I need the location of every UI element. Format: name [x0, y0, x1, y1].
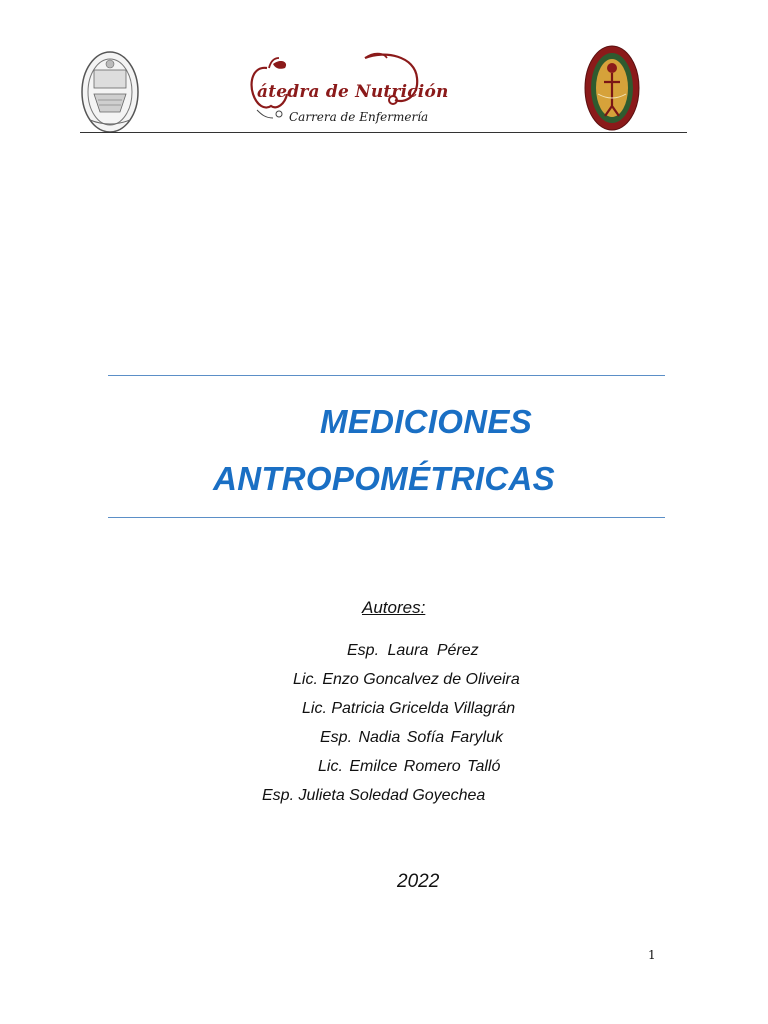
logo-subtitle: Carrera de Enfermería	[289, 110, 429, 124]
author-name: Lic. Emilce Romero Talló	[318, 758, 501, 775]
author-name: Esp. Julieta Soledad Goyechea	[262, 787, 486, 804]
title-bottom-rule	[108, 517, 665, 518]
author-name: Lic. Enzo Goncalvez de Oliveira	[293, 671, 520, 688]
author-name: Esp. Nadia Sofía Faryluk	[320, 729, 503, 746]
page-number: 1	[648, 948, 656, 962]
catedra-nutricion-logo	[245, 48, 449, 130]
author-name: Lic. Patricia Gricelda Villagrán	[302, 700, 516, 717]
title-top-rule	[108, 375, 665, 376]
university-seal-logo	[80, 50, 140, 134]
document-title-line-2: ANTROPOMÉTRICAS	[213, 460, 555, 497]
page-header	[0, 0, 768, 140]
authors-label: Autores:	[362, 598, 426, 617]
author-name: Esp. Laura Pérez	[347, 642, 479, 659]
publication-year: 2022	[397, 871, 440, 892]
logo-title: átedra de Nutrición	[257, 82, 449, 102]
document-title-line-1: MEDICIONES	[319, 403, 533, 440]
header-divider	[80, 132, 687, 133]
university-crest-logo	[584, 44, 640, 132]
